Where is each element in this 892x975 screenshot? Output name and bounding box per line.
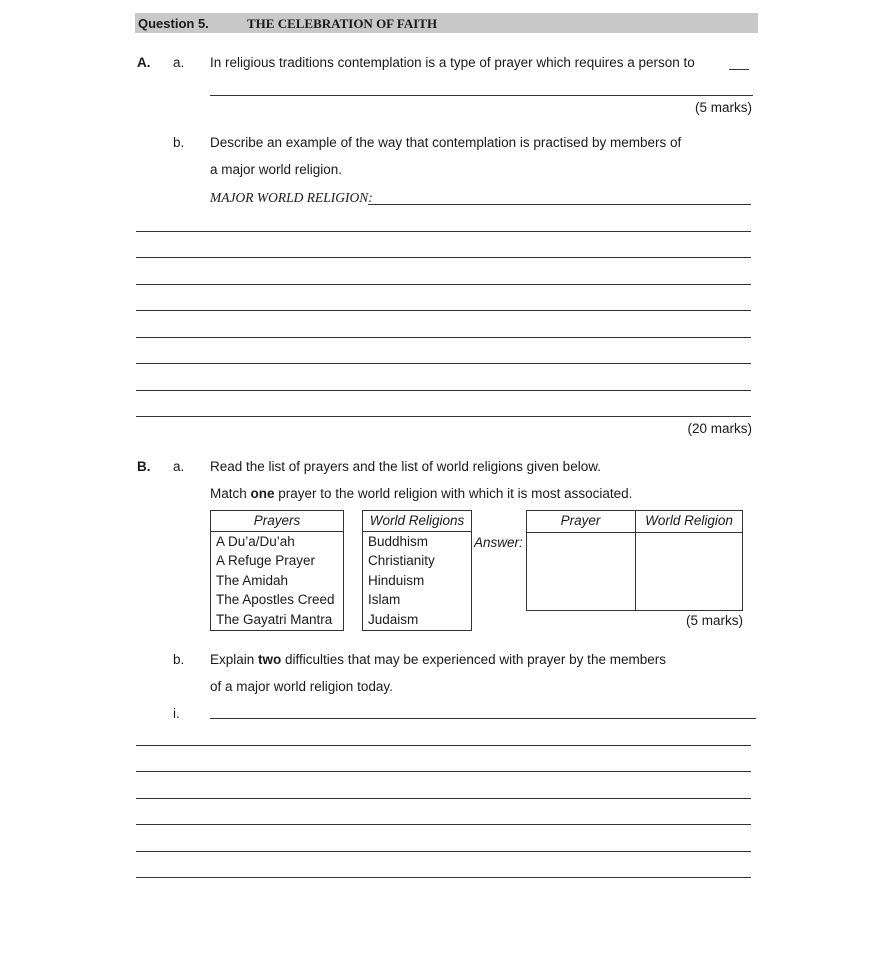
answer-line[interactable] <box>136 390 751 391</box>
religion-item: Islam <box>368 592 401 608</box>
marks-label: (5 marks) <box>695 100 752 115</box>
prayers-header: Prayers <box>210 511 344 531</box>
sub-item-label: i. <box>173 706 180 721</box>
section-a-part-a-text: In religious traditions contemplation is a type of prayer which requires a person to <box>210 55 695 70</box>
religions-header: World Religions <box>362 511 472 531</box>
religion-item: Christianity <box>368 553 435 569</box>
question-title: THE CELEBRATION OF FAITH <box>247 16 438 31</box>
marks-label: (20 marks) <box>687 421 752 436</box>
section-b-part-b-text-2: of a major world religion today. <box>210 679 393 694</box>
answer-religion-cell[interactable] <box>635 532 742 610</box>
prayer-item: The Gayatri Mantra <box>216 611 333 627</box>
section-b-part-b-text-1 <box>210 652 666 667</box>
section-a-label: A. <box>137 55 151 70</box>
answer-line[interactable] <box>136 231 751 232</box>
answer-line[interactable] <box>136 310 751 311</box>
answer-line[interactable] <box>136 284 751 285</box>
section-b-part-a-label: a. <box>173 459 185 474</box>
religion-item: Buddhism <box>368 533 429 549</box>
section-b-part-a-text-1: Read the list of prayers and the list of world religions given below. <box>210 459 601 474</box>
prayer-item: The Amidah <box>216 572 289 588</box>
question-header-bar <box>135 13 758 33</box>
text-emphasis: one <box>250 486 275 501</box>
answer-line[interactable] <box>729 69 749 70</box>
answer-religion-header: World Religion <box>645 513 733 528</box>
major-world-religion-label: MAJOR WORLD RELIGION: <box>210 190 373 205</box>
religion-item: Hinduism <box>368 572 425 588</box>
text-segment: Explain <box>210 652 259 667</box>
section-a-part-a-label: a. <box>173 55 185 70</box>
answer-line[interactable] <box>210 718 756 719</box>
section-b-part-a-text-2 <box>210 486 632 501</box>
answer-line[interactable] <box>136 337 751 338</box>
answer-line[interactable] <box>136 257 751 258</box>
prayers-table <box>210 511 344 630</box>
answer-line[interactable] <box>136 771 751 772</box>
prayer-item: A Refuge Prayer <box>216 553 316 569</box>
text-emphasis: two <box>258 652 282 667</box>
section-a-part-b-text-1: Describe an example of the way that contemplation is practised by members of <box>210 135 682 150</box>
answer-prayer-header: Prayer <box>560 513 601 528</box>
section-b-part-b-label: b. <box>173 652 185 667</box>
answer-line[interactable] <box>136 877 751 878</box>
answer-line[interactable] <box>368 204 751 205</box>
answer-line[interactable] <box>136 363 751 364</box>
answer-line[interactable] <box>210 95 753 96</box>
answer-line[interactable] <box>136 824 751 825</box>
question-number: Question 5. <box>138 16 209 31</box>
prayer-item: The Apostles Creed <box>216 592 335 608</box>
answer-line[interactable] <box>136 851 751 852</box>
section-a-part-b-text-2: a major world religion. <box>210 162 343 177</box>
answer-label: Answer: <box>474 535 523 550</box>
religion-item: Judaism <box>368 611 419 627</box>
answer-line[interactable] <box>136 745 751 746</box>
prayer-item: A Du’a/Du’ah <box>216 533 295 549</box>
section-a-part-b-label: b. <box>173 135 185 150</box>
answer-prayer-cell[interactable] <box>526 532 634 610</box>
section-b-label: B. <box>137 459 151 474</box>
text-segment: Match <box>210 486 251 501</box>
marks-label: (5 marks) <box>686 613 743 628</box>
text-segment: difficulties that may be experienced with prayer by the members <box>281 652 666 667</box>
answer-line[interactable] <box>136 416 751 417</box>
answer-line[interactable] <box>136 798 751 799</box>
text-segment: prayer to the world religion with which it is most associated. <box>274 486 633 501</box>
religions-table <box>362 511 472 630</box>
